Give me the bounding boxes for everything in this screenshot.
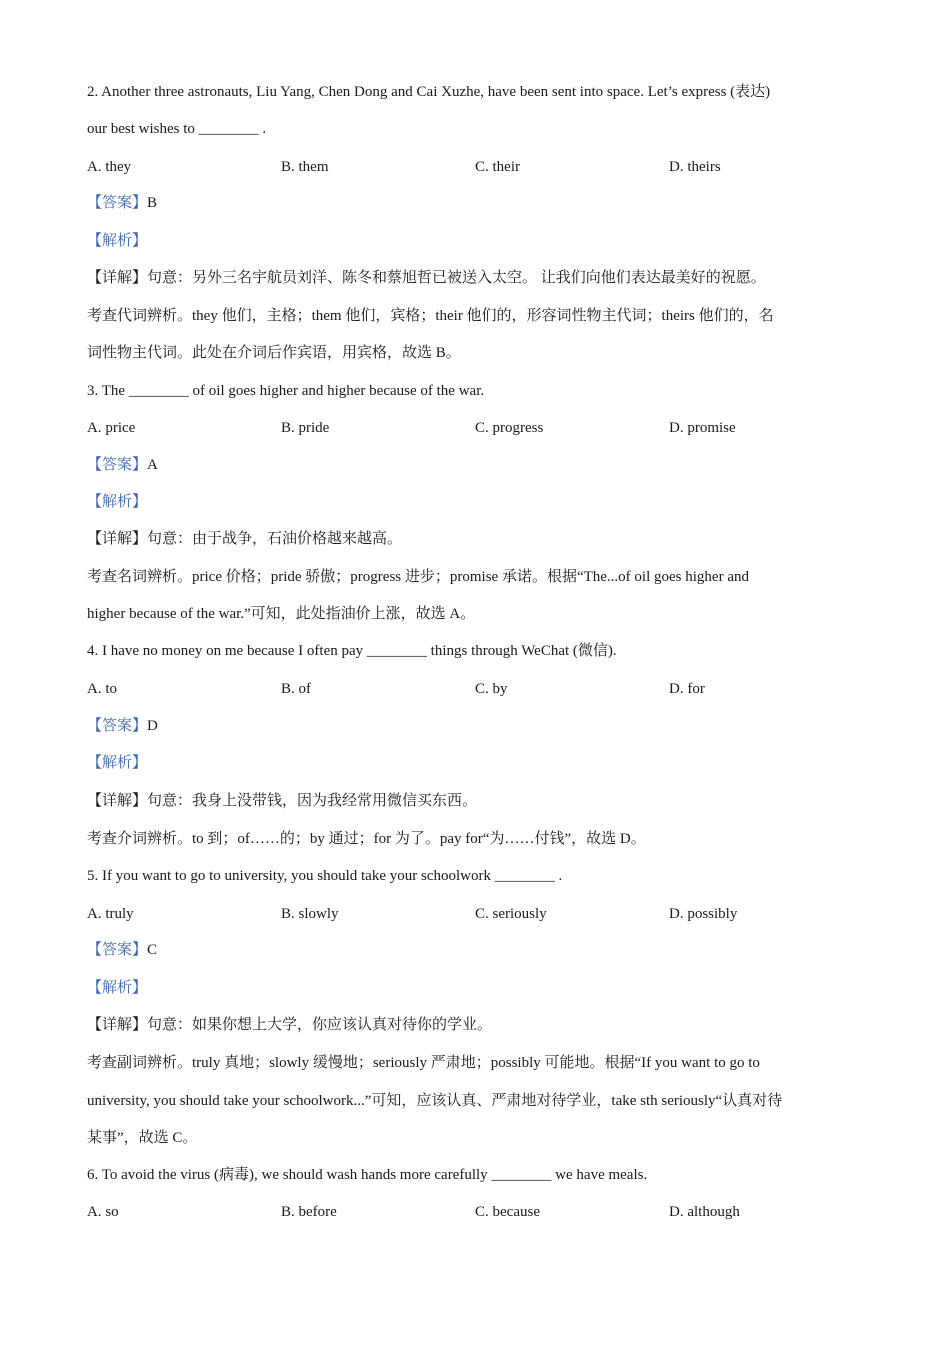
detail-text: 考查代词辨析。they 他们，主格；them 他们，宾格；their 他们的，形容词性物主代词；theirs 他们的，名 <box>87 308 774 324</box>
analysis-label: 【解析】 <box>87 755 148 771</box>
option-b: B. pride <box>281 420 330 436</box>
option-b: B. them <box>281 159 329 175</box>
analysis-label: 【解析】 <box>87 233 148 249</box>
detail-label: 【详解】 <box>87 1017 148 1033</box>
option-b: B. of <box>281 681 311 697</box>
detail-text: 词性物主代词。此处在介词后作宾语，用宾格，故选 B。 <box>87 345 461 361</box>
option-c: C. seriously <box>475 906 547 922</box>
answer-line <box>87 193 157 213</box>
answer-value: A <box>147 457 158 473</box>
analysis-label: 【解析】 <box>87 980 148 996</box>
option-a: A. so <box>87 1204 119 1220</box>
option-c: C. by <box>475 681 508 697</box>
answer-label: 【答案】 <box>87 942 148 958</box>
detail-text: university, you should take your schoolwork...”可知，应该认真、严肃地对待学业，take sth seriously“认真对待 <box>87 1093 783 1109</box>
detail-label: 【详解】 <box>87 270 148 286</box>
detail-text: 句意：如果你想上大学，你应该认真对待你的学业。 <box>147 1017 493 1033</box>
detail-line <box>87 791 477 811</box>
option-d: D. for <box>669 681 705 697</box>
detail-label: 【详解】 <box>87 531 148 547</box>
option-d: D. promise <box>669 420 736 436</box>
detail-text: 句意：由于战争，石油价格越来越高。 <box>147 531 403 547</box>
option-c: C. because <box>475 1204 540 1220</box>
detail-text: 某事”，故选 C。 <box>87 1130 198 1146</box>
option-a: A. price <box>87 420 136 436</box>
option-d: D. possibly <box>669 906 738 922</box>
answer-value: D <box>147 718 158 734</box>
question-stem: 2. Another three astronauts, Liu Yang, Chen Dong and Cai Xuzhe, have been sent into space. Let’s express (表达) <box>87 84 771 100</box>
answer-value: B <box>147 195 158 211</box>
detail-text: higher because of the war.”可知，此处指油价上涨，故选 A。 <box>87 606 476 622</box>
question-stem: 4. I have no money on me because I often pay ________ things through WeChat (微信). <box>87 643 617 659</box>
detail-line <box>87 529 402 549</box>
answer-value: C <box>147 942 158 958</box>
option-d: D. although <box>669 1204 740 1220</box>
question-stem: our best wishes to ________ . <box>87 121 267 137</box>
answer-label: 【答案】 <box>87 718 148 734</box>
detail-text: 句意：另外三名宇航员刘洋、陈冬和蔡旭哲已被送入太空。 让我们向他们表达最美好的祝愿。 <box>147 270 766 286</box>
answer-line <box>87 716 158 736</box>
detail-text: 考查名词辨析。price 价格；pride 骄傲；progress 进步；promise 承诺。根据“The...of oil goes higher and <box>87 569 749 585</box>
detail-label: 【详解】 <box>87 793 148 809</box>
analysis-label: 【解析】 <box>87 494 148 510</box>
detail-text: 考查介词辨析。to 到；of……的；by 通过；for 为了。pay for“为……付钱”，故选 D。 <box>87 831 646 847</box>
detail-line <box>87 268 766 288</box>
option-c: C. progress <box>475 420 544 436</box>
answer-line <box>87 455 158 475</box>
question-stem: 5. If you want to go to university, you should take your schoolwork ________ . <box>87 868 563 884</box>
question-stem: 3. The ________ of oil goes higher and higher because of the war. <box>87 383 485 399</box>
option-a: A. truly <box>87 906 134 922</box>
option-b: B. before <box>281 1204 337 1220</box>
option-c: C. their <box>475 159 520 175</box>
option-a: A. to <box>87 681 117 697</box>
option-a: A. they <box>87 159 132 175</box>
question-stem: 6. To avoid the virus (病毒), we should wash hands more carefully ________ we have meals. <box>87 1167 648 1183</box>
detail-text: 句意：我身上没带钱，因为我经常用微信买东西。 <box>147 793 478 809</box>
answer-line <box>87 940 157 960</box>
option-b: B. slowly <box>281 906 339 922</box>
answer-label: 【答案】 <box>87 457 148 473</box>
detail-text: 考查副词辨析。truly 真地；slowly 缓慢地；seriously 严肃地；possibly 可能地。根据“If you want to go to <box>87 1055 760 1071</box>
detail-line <box>87 1015 492 1035</box>
option-d: D. theirs <box>669 159 721 175</box>
answer-label: 【答案】 <box>87 195 148 211</box>
